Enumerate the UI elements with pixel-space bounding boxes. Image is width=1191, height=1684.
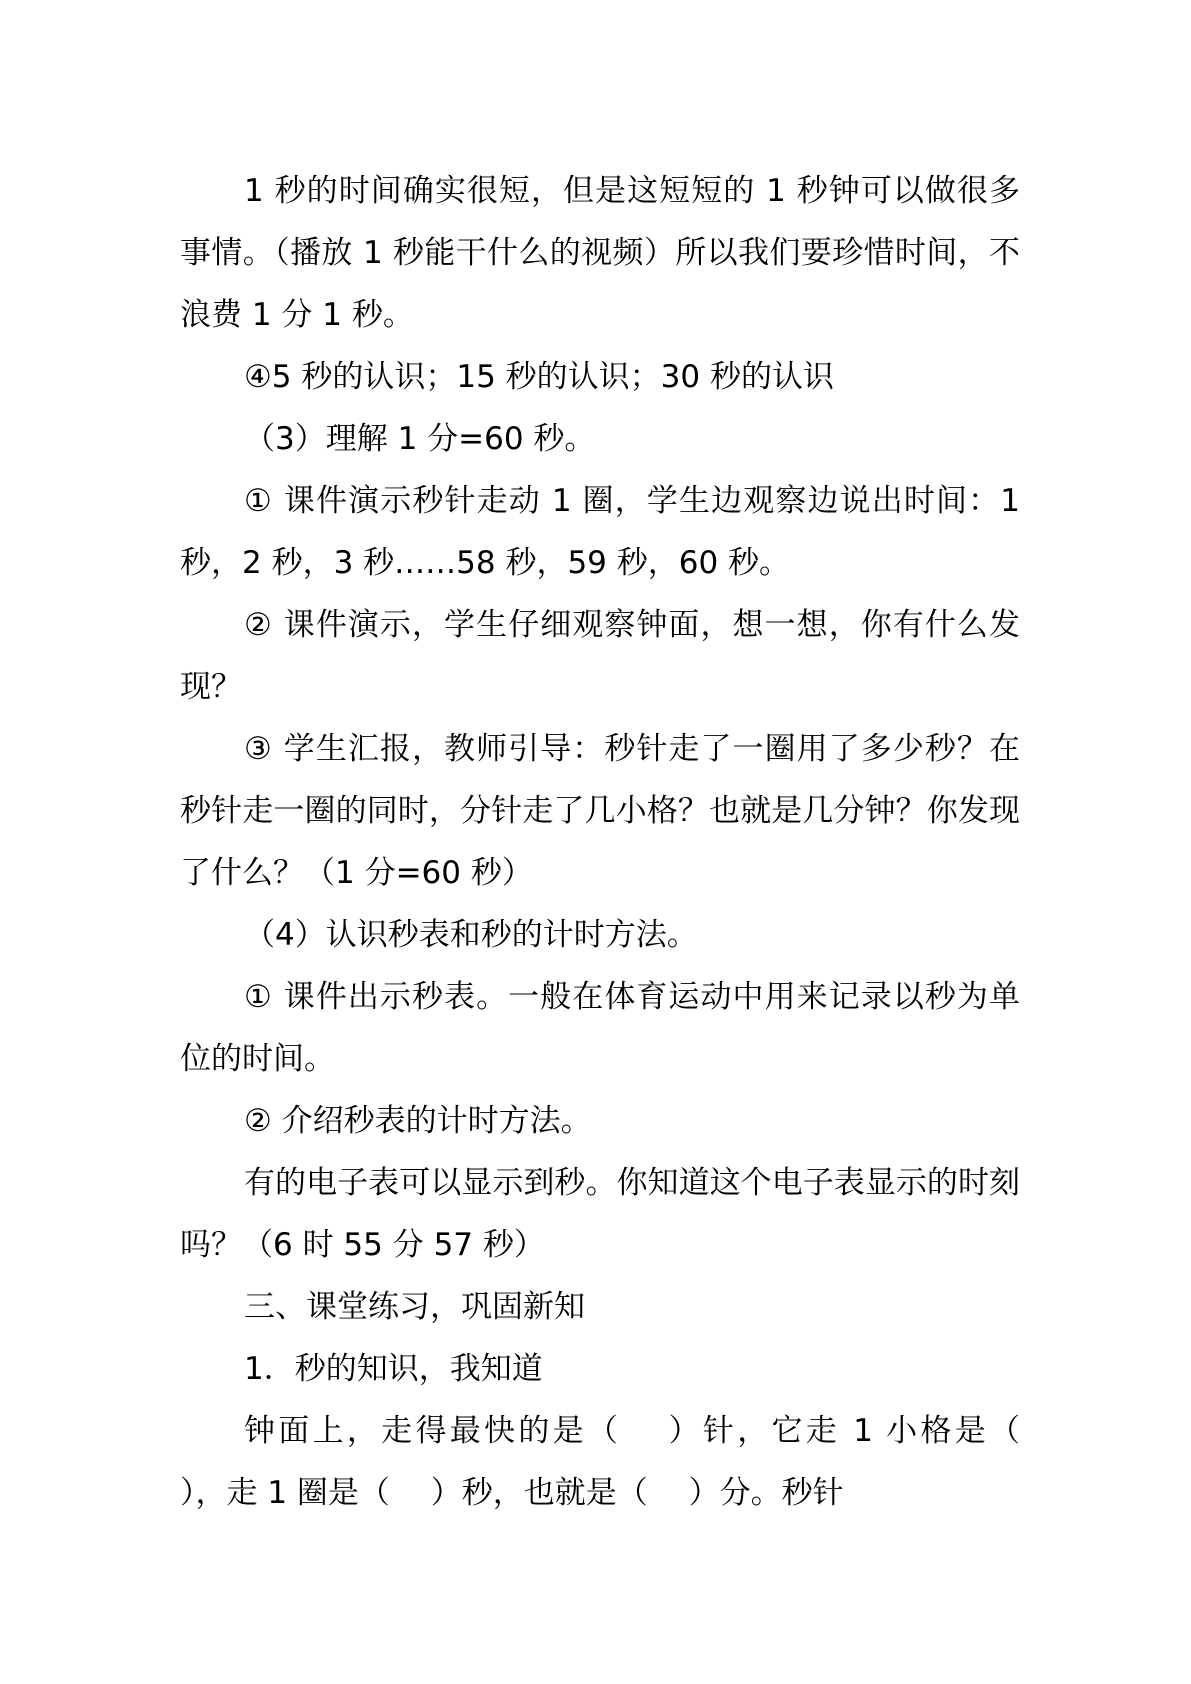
paragraph-one-second-short: 1 秒的时间确实很短，但是这短短的 1 秒钟可以做很多事情。（播放 1 秒能干什么的视频）所以我们要珍惜时间，不浪费 1 分 1 秒。: [180, 173, 1020, 333]
paragraph-exercise-1-blanks: 钟面上，走得最快的是（ ）针，它走 1 小格是（ ），走 1 圈是（ ）秒，也就是（ ）分。秒针: [180, 1413, 1061, 1511]
paragraph-stopwatch-method: ② 介绍秒表的计时方法。: [244, 1103, 592, 1139]
paragraph-show-stopwatch: ① 课件出示秒表。一般在体育运动中用来记录以秒为单位的时间。: [180, 979, 1020, 1077]
paragraph-5-15-30-seconds: ④5 秒的认识；15 秒的认识；30 秒的认识: [244, 359, 834, 395]
section-heading-practice: 三、课堂练习，巩固新知: [244, 1289, 585, 1325]
paragraph-understand-minute-60-seconds: （3）理解 1 分=60 秒。: [244, 421, 596, 457]
paragraph-student-report: ③ 学生汇报，教师引导：秒针走了一圈用了多少秒？在秒针走一圈的同时，分针走了几小格？也就是几分钟？你发现了什么？（1 分=60 秒）: [180, 731, 1020, 891]
paragraph-second-hand-demo: ① 课件演示秒针走动 1 圈，学生边观察边说出时间：1 秒，2 秒，3 秒……58 秒，59 秒，60 秒。: [180, 483, 1020, 581]
document-page: [180, 160, 1061, 1524]
paragraph-observe-clock-face: ② 课件演示，学生仔细观察钟面，想一想，你有什么发现？: [180, 607, 1020, 705]
paragraph-electronic-watch: 有的电子表可以显示到秒。你知道这个电子表显示的时刻吗？（6 时 55 分 57 秒）: [180, 1165, 1020, 1263]
paragraph-stopwatch-heading: （4）认识秒表和秒的计时方法。: [244, 917, 698, 953]
paragraph-exercise-1-title: 1．秒的知识，我知道: [244, 1351, 543, 1387]
